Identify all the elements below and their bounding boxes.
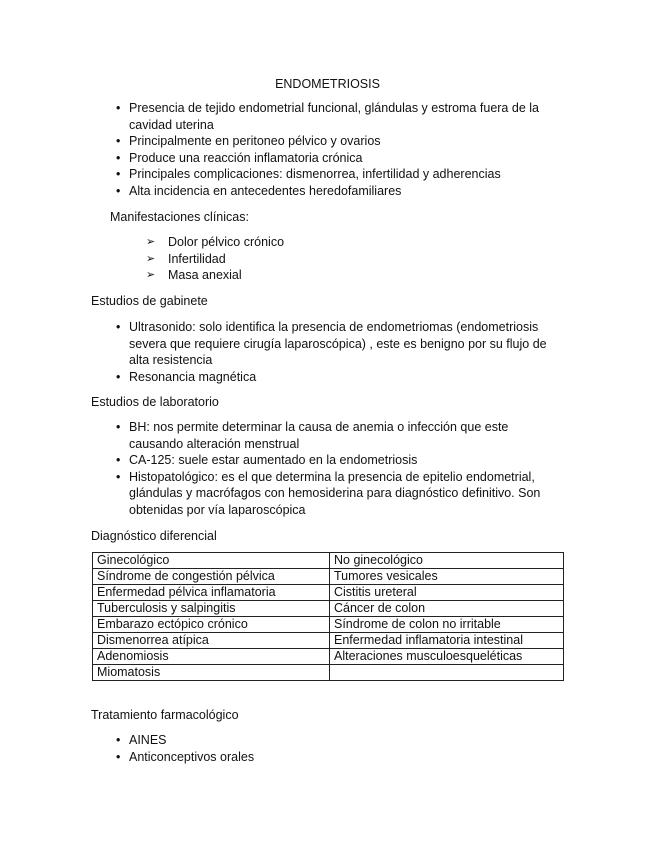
list-item-continuation: obtenidas por vía laparoscópica [129,502,306,517]
list-item: • Principalmente en peritoneo pélvico y ovarios [116,134,381,148]
list-item-continuation: cavidad uterina [129,117,214,132]
table-cell: Enfermedad pélvica inflamatoria [93,585,330,601]
intro-bullet-list [91,100,566,199]
list-item: ➢ Infertilidad [146,251,226,266]
tratamiento-heading: Tratamiento farmacológico [91,708,239,722]
laboratorio-list [91,419,566,518]
table-cell: Dismenorrea atípica [93,633,330,649]
table-cell [330,665,564,681]
table-cell: Embarazo ectópico crónico [93,617,330,633]
list-item-continuation: glándulas y macrófagos con hemosiderina para diagnóstico definitivo. Son [129,486,541,500]
arrow-bullet-icon: ➢ [146,236,156,248]
laboratorio-heading: Estudios de laboratorio [91,395,219,409]
table-row [93,585,564,601]
table-header-cell: Ginecológico [93,553,330,569]
table-cell: Síndrome de colon no irritable [330,617,564,633]
list-item: • Histopatológico: es el que determina la presencia de epitelio endometrial, [116,469,535,484]
table-row [93,601,564,617]
bullet-icon: • [116,183,121,198]
table-cell: Tuberculosis y salpingitis [93,601,330,617]
diferencial-heading: Diagnóstico diferencial [91,529,217,543]
list-item-continuation: causando alteración menstrual [129,436,300,451]
manifestaciones-heading: Manifestaciones clínicas: [110,210,249,224]
bullet-icon: • [116,101,121,115]
table-cell: Adenomiosis [93,649,330,665]
manifestaciones-list [91,234,566,284]
bullet-icon: • [116,320,121,334]
gabinete-heading: Estudios de gabinete [91,294,208,308]
list-item: • Presencia de tejido endometrial funcional, glándulas y estroma fuera de la [116,101,539,115]
list-item: • Principales complicaciones: dismenorrea, infertilidad y adherencias [116,167,501,181]
list-item: • Ultrasonido: solo identifica la presencia de endometriomas (endometriosis [116,320,539,334]
list-item-continuation: alta resistencia [129,353,213,367]
table-row [93,617,564,633]
bullet-icon: • [116,369,121,384]
differential-diagnosis-table [92,552,564,681]
list-item: • Alta incidencia en antecedentes heredofamiliares [116,183,402,198]
arrow-bullet-icon: ➢ [146,269,156,281]
table-cell: Síndrome de congestión pélvica [93,569,330,585]
list-item: • Anticonceptivos orales [116,749,255,764]
list-item: • Resonancia magnética [116,369,257,384]
bullet-icon: • [116,733,121,747]
table-cell: Miomatosis [93,665,330,681]
list-item: • CA-125: suele estar aumentado en la endometriosis [116,453,418,467]
bullet-icon: • [116,420,121,434]
gabinete-list [91,319,566,385]
table-row [93,633,564,649]
table-row [93,649,564,665]
list-item-continuation: severa que requiere cirugía laparoscópica) , este es benigno por su flujo de [129,336,547,351]
tratamiento-list [91,732,566,765]
list-item: ➢ Dolor pélvico crónico [146,235,285,249]
document-title: ENDOMETRIOSIS [275,77,380,91]
bullet-icon: • [116,453,121,467]
list-item: • Produce una reacción inflamatoria crónica [116,150,363,165]
table-cell: Cistitis ureteral [330,585,564,601]
bullet-icon: • [116,469,121,484]
table-cell: Enfermedad inflamatoria intestinal [330,633,564,649]
table-row [93,569,564,585]
arrow-bullet-icon: ➢ [146,252,156,265]
bullet-icon: • [116,167,121,181]
bullet-icon: • [116,749,121,764]
bullet-icon: • [116,150,121,165]
table-row [93,665,564,681]
list-item: ➢ Masa anexial [146,268,242,282]
table-cell: Tumores vesicales [330,569,564,585]
list-item: • BH: nos permite determinar la causa de anemia o infección que este [116,420,509,434]
table-header-row [93,553,564,569]
table-cell: Cáncer de colon [330,601,564,617]
table-header-cell: No ginecológico [330,553,564,569]
table-cell: Alteraciones musculoesqueléticas [330,649,564,665]
bullet-icon: • [116,134,121,148]
list-item: • AINES [116,733,167,747]
